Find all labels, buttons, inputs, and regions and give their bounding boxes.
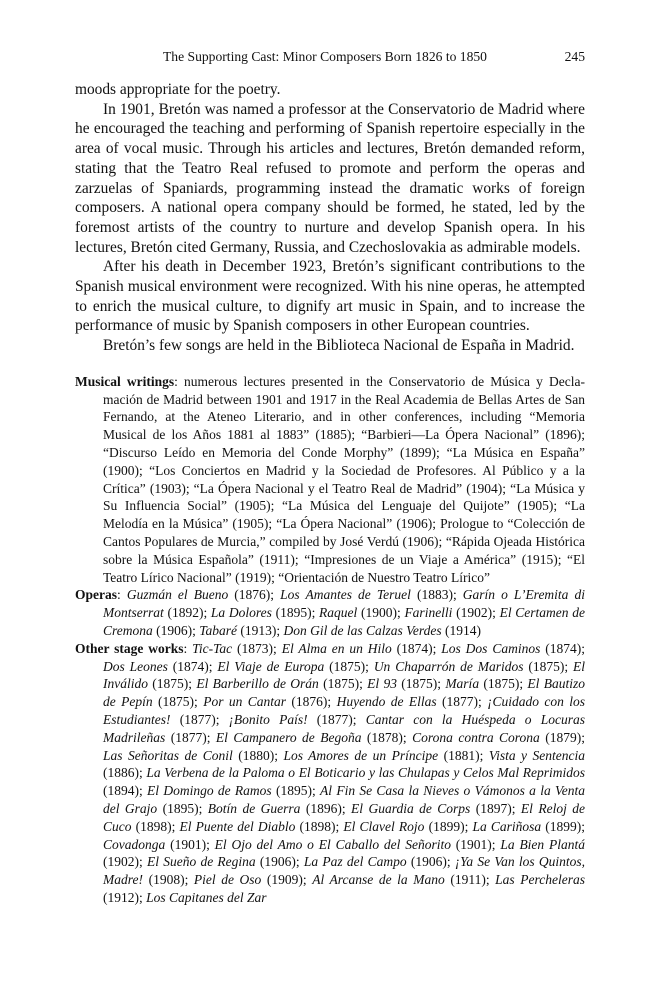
entry-segment: (1908); <box>143 872 194 888</box>
work-title: Garín o L’Eremita di Montserrat <box>103 587 586 621</box>
works-entry-musical-writings <box>75 373 585 587</box>
work-title: Dos Leones <box>103 658 168 674</box>
entry-segment: (1902); <box>452 605 500 621</box>
work-title: El Viaje de Europa <box>217 658 325 674</box>
entry-segment: (1875); <box>479 676 528 692</box>
work-title: La Cariñosa <box>472 818 542 834</box>
entry-segment: (1875); <box>523 658 573 674</box>
work-title: La Bien Plantá <box>500 836 585 852</box>
entry-segment: (1878); <box>361 729 413 745</box>
entry-segment: : <box>183 640 193 656</box>
entry-segment: (1886); <box>103 765 147 781</box>
works-entry-operas <box>75 586 585 639</box>
work-title: Al Arcanse de la Mano <box>312 872 445 888</box>
entry-segment: (1874); <box>167 658 218 674</box>
entry-segment: (1898); <box>131 818 180 834</box>
book-page <box>75 48 585 907</box>
entry-segment: (1898); <box>295 818 344 834</box>
entry-segment: (1873); <box>232 640 282 656</box>
entry-segment: (1877); <box>307 711 366 727</box>
work-title: Piel de Oso <box>193 872 262 888</box>
entry-text <box>103 641 585 905</box>
works-list <box>75 373 585 907</box>
work-title: Los Dos Caminos <box>441 640 541 656</box>
works-entry-other-stage-works <box>75 640 585 907</box>
work-title: Vista y Sentencia <box>488 747 586 763</box>
entry-segment: (1914) <box>441 623 482 638</box>
work-title: El Inválido <box>103 658 585 692</box>
entry-label: Musical writings <box>75 373 175 389</box>
work-title: El Clavel Rojo <box>343 818 425 834</box>
entry-segment: (1883); <box>410 587 463 603</box>
entry-segment: (1874); <box>391 640 442 656</box>
work-title: Al Fin Se Casa la Nieves o Vámonos a la Venta del Grajo <box>103 783 585 816</box>
entry-segment: (1880); <box>232 747 284 763</box>
entry-segment: (1909); <box>261 872 313 888</box>
work-title: El Domingo de Ramos <box>147 783 272 799</box>
entry-segment: (1875); <box>152 694 204 710</box>
entry-segment: (1895); <box>271 605 320 621</box>
work-title: Raquel <box>319 605 358 621</box>
work-title: Guzmán el Bueno <box>126 587 229 603</box>
work-title: Los Amantes de Teruel <box>280 587 411 603</box>
work-title: Los Amores de un Príncipe <box>283 747 439 763</box>
work-title: Tic-Tac <box>192 640 233 656</box>
work-title: Las Señoritas de Conil <box>103 747 233 763</box>
work-title: El Ojo del Amo o El Caballo del Señorito <box>214 836 451 852</box>
page-number: 245 <box>564 49 585 64</box>
running-head <box>75 48 585 66</box>
entry-segment: (1897); <box>470 800 521 816</box>
work-title: El Campanero de Begoña <box>215 729 362 745</box>
paragraph: In 1901, Bretón was named a professor at the Conservatorio de Madrid where he encouraged the teaching and performing of Spanish repertoire especially in the area of vocal music. Through his articles and lectures, Bretón demanded reform, stating that the Teatro Real refused to promote and perform the operas and zarzuelas of Spaniards, programming instead the dramatic works of foreign composers. A national opera company should be formed, he stated, led by the foremost artists of the country to nurture and develop Spanish opera. In his lectures, Bretón cited Germany, Russia, and Czechoslovakia as admirable models. <box>75 100 585 256</box>
entry-segment: (1875); <box>148 676 197 692</box>
work-title: La Dolores <box>210 605 272 621</box>
work-title: ¡Ya Se Van los Quintos, Madre! <box>103 854 585 888</box>
entry-segment: (1899); <box>541 818 585 834</box>
entry-segment: (1901); <box>450 836 501 852</box>
entry-segment: : numerous lectures presented in the Conservatorio de Música y Declamación de Madrid between 1901 and 1917 in the Real Academia de Bellas Artes de San Fernando, at the Ateneo Literario, and in other conferences, including “Memoria Musical de los Años 1881 al 1883” (1885); “Barbieri—La Ópera Nacional” (1896); “Discurso Leído en Memoria del Conde Morphy” (1899); “La Música en España” (1900); “Los Conciertos en Madrid y la Sociedad de Profesores. Al Público y a la Crítica” (1903); “La Ópera Nacional y el Teatro Real de Madrid” (1904); “La Música y Su Influencia Social” (1905); “La Música del Lenguaje del Quijote” (1905); “La Melodía en la Música” (1905); “La Ópera Nacional” (1906); Prologue to “Colección de Cantos Populares de Murcia,” compiled by José Verdú (1906); “Rápida Ojeada Histórica sobre la Música Española” (1911); “Impresiones de un Viaje a América” (1915); “El Teatro Lírico Nacional” (1919); “Orientación de Nuestro Teatro Lírico” <box>103 373 586 585</box>
entry-segment: (1875); <box>324 658 374 674</box>
entry-text <box>103 587 585 638</box>
entry-segment: (1902); <box>103 854 147 870</box>
paragraph: After his death in December 1923, Bretón’s significant contributions to the Spanish musical environment were recognized. With his nine operas, he attempted to enrich the musical culture, to dignify art music in Spain, and to increase the performance of music by Spanish composers in other European countries. <box>75 258 585 335</box>
work-title: El Reloj de Cuco <box>103 800 586 834</box>
entry-segment: (1912); <box>103 889 147 905</box>
entry-segment: (1876); <box>286 694 337 710</box>
entry-segment: (1906); <box>255 854 304 870</box>
paragraph: Bretón’s few songs are held in the Biblioteca Nacional de España in Madrid. <box>103 337 575 355</box>
entry-segment: (1877); <box>436 694 488 710</box>
work-title: El Bautizo de Pepín <box>103 676 585 710</box>
work-title: Un Chaparrón de Maridos <box>373 658 524 674</box>
entry-segment: (1875); <box>318 676 368 692</box>
entry-segment: (1913); <box>237 623 284 638</box>
work-title: Por un Cantar <box>203 694 287 710</box>
entry-segment: (1892); <box>163 605 211 621</box>
body-text <box>75 80 585 356</box>
entry-segment: (1895); <box>157 800 208 816</box>
work-title: El Guardia de Corps <box>351 800 471 816</box>
entry-segment: (1879); <box>539 729 586 745</box>
entry-label: Other stage works <box>75 640 184 656</box>
work-title: La Verbena de la Paloma o El Boticario y las Chulapas y Celos Mal Reprimidos <box>146 765 586 781</box>
entry-segment: (1874); <box>540 640 585 656</box>
work-title: El Puente del Diablo <box>179 818 296 834</box>
work-title: Huyendo de Ellas <box>336 694 437 710</box>
work-title: Los Capitanes del Zar <box>146 889 267 905</box>
work-title: ¡Bonito País! <box>228 711 308 727</box>
entry-segment: (1881); <box>438 747 489 763</box>
paragraph: moods appropriate for the poetry. <box>75 81 281 98</box>
entry-segment: (1896); <box>300 800 352 816</box>
entry-segment: (1875); <box>396 676 446 692</box>
running-head-title: The Supporting Cast: Minor Composers Born 1826 to 1850 <box>163 49 487 64</box>
entry-text <box>103 374 585 585</box>
work-title: Corona contra Corona <box>412 729 540 745</box>
entry-segment: (1877); <box>165 729 216 745</box>
work-title: El Barberillo de Orán <box>196 676 319 692</box>
entry-segment: (1895); <box>271 783 321 799</box>
entry-segment: (1906); <box>152 623 200 638</box>
work-title: La Paz del Campo <box>303 854 407 870</box>
work-title: Covadonga <box>103 836 166 852</box>
work-title: Las Percheleras <box>495 872 585 888</box>
work-title: El Certamen de Cremona <box>103 605 585 638</box>
entry-label: Operas <box>75 587 117 603</box>
work-title: Cantar con la Huéspeda o Locuras Madrileñas <box>103 711 586 745</box>
entry-segment: (1906); <box>406 854 455 870</box>
work-title: El 93 <box>367 676 397 692</box>
entry-segment: (1894); <box>103 783 148 799</box>
work-title: Farinelli <box>404 605 453 621</box>
work-title: El Sueño de Regina <box>146 854 256 870</box>
work-title: María <box>445 676 480 692</box>
entry-segment: (1876); <box>228 587 281 603</box>
entry-segment: (1900); <box>357 605 405 621</box>
work-title: El Alma en un Hilo <box>281 640 392 656</box>
work-title: Botín de Guerra <box>207 800 301 816</box>
entry-segment: (1899); <box>424 818 473 834</box>
entry-segment: (1901); <box>165 836 215 852</box>
work-title: Don Gil de las Calzas Verdes <box>283 623 442 638</box>
entry-segment: (1911); <box>444 872 496 888</box>
work-title: Tabaré <box>199 623 238 638</box>
work-title: ¡Cuidado con los Estudiantes! <box>103 694 586 727</box>
entry-segment: (1877); <box>170 711 229 727</box>
entry-segment: : <box>117 587 127 603</box>
